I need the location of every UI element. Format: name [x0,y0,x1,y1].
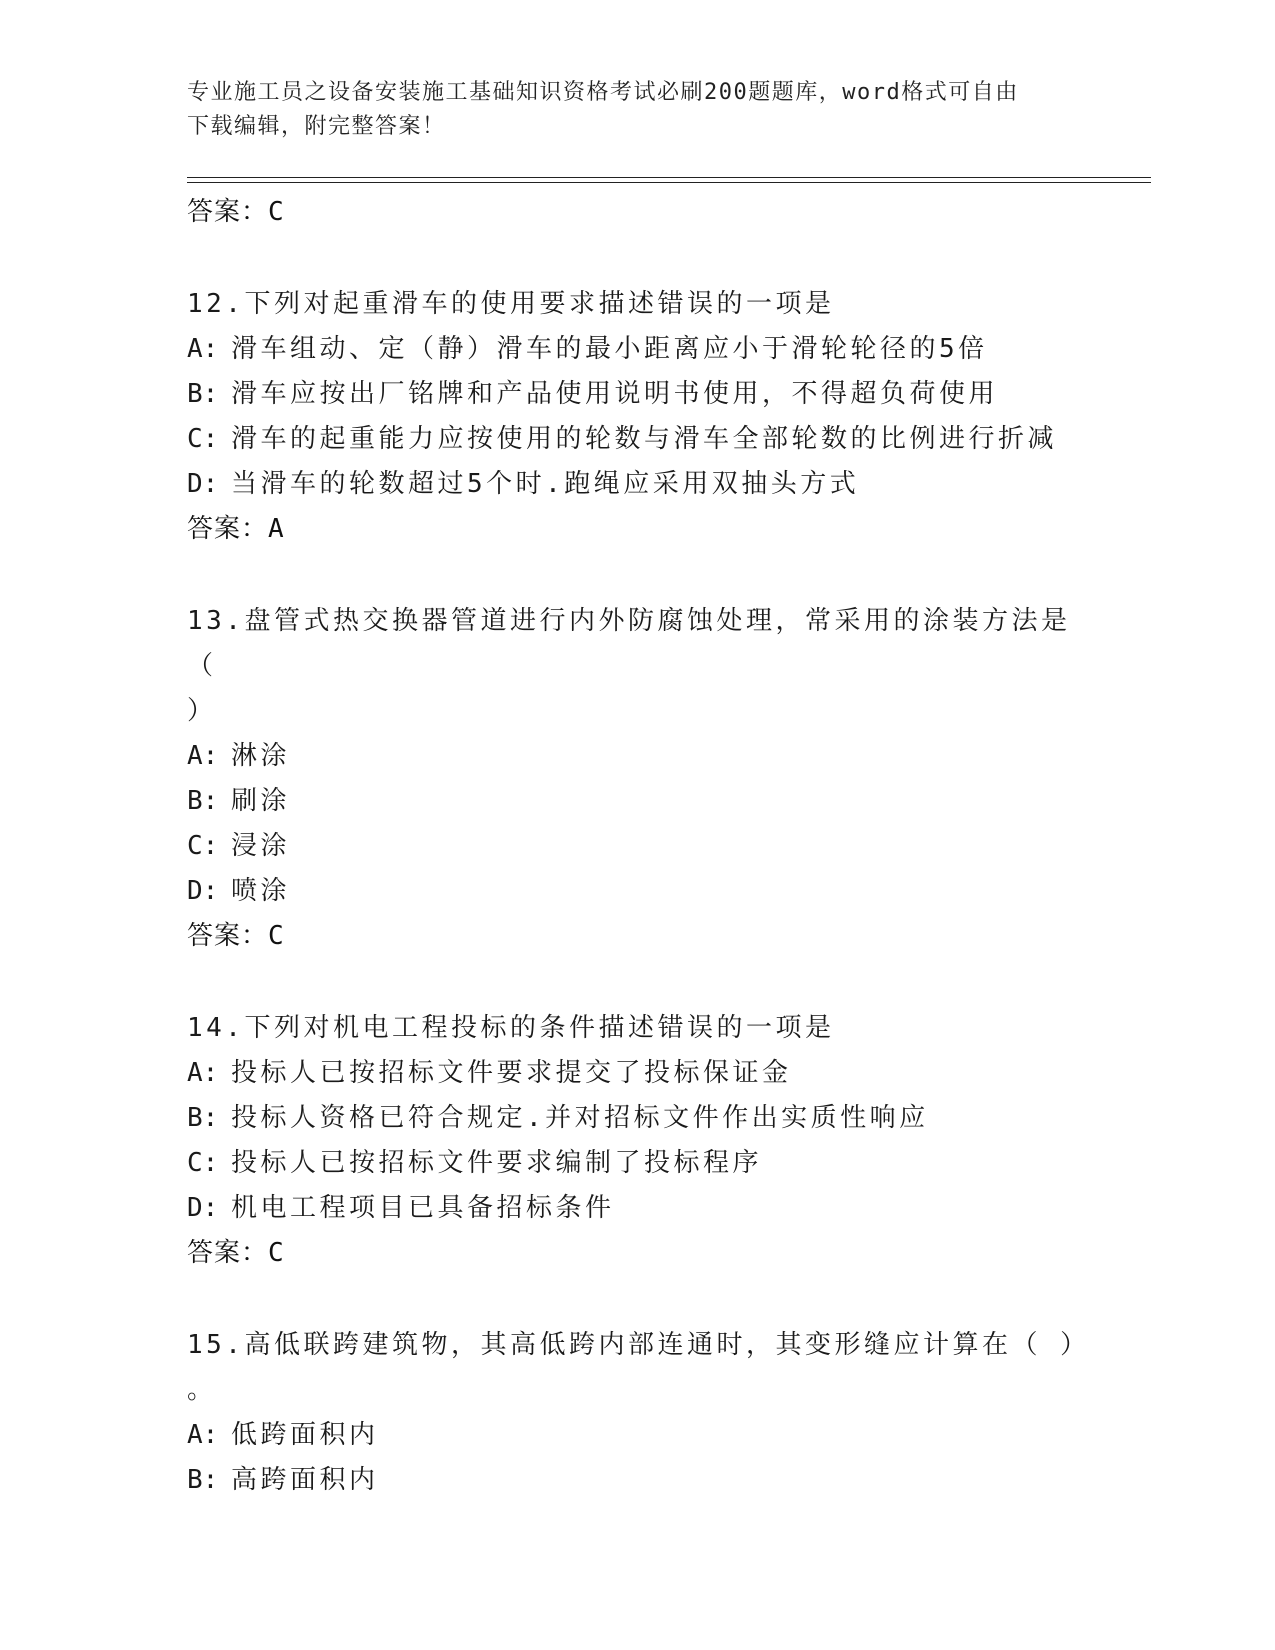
answer-option [187,1458,1087,1503]
question-stem-continuation: 。 [187,1375,214,1405]
option-letter: B: [187,786,219,816]
answer-option [187,779,1087,824]
option-text: 浸涂 [231,831,291,861]
option-text: 投标人已按招标文件要求提交了投标保证金 [231,1058,792,1088]
answer-value: C [268,1238,285,1268]
option-text: 机电工程项目已具备招标条件 [231,1193,615,1223]
answer-option [187,1413,1087,1458]
option-text: 淋涂 [231,741,291,771]
answer-option [187,734,1087,779]
option-letter: A: [187,1058,219,1088]
question-block [187,282,1087,552]
question-block [187,1323,1090,1503]
header-line-1: 专业施工员之设备安装施工基础知识资格考试必刷200题题库，word格式可自由 [187,80,1019,105]
answer-option [187,824,1087,869]
option-text: 低跨面积内 [231,1420,379,1450]
option-letter: C: [187,424,219,454]
header-line-2: 下载编辑，附完整答案！ [187,114,446,139]
answer-value: C [268,197,285,227]
answer-option [187,1096,1087,1141]
option-text: 投标人已按招标文件要求编制了投标程序 [231,1148,763,1178]
document-header [187,76,1087,144]
question-stem: 13.盘管式热交换器管道进行内外防腐蚀处理，常采用的涂装方法是（ [187,606,1071,681]
answer-line [187,190,1087,235]
option-text: 投标人资格已符合规定.并对招标文件作出实质性响应 [231,1103,929,1133]
option-text: 当滑车的轮数超过5个时.跑绳应采用双抽头方式 [231,469,860,499]
answer-label: 答案： [187,514,269,544]
question-stem-continuation: ） [187,696,214,726]
answer-label: 答案： [187,1238,269,1268]
option-letter: D: [187,876,219,906]
answer-option [187,417,1087,462]
option-letter: D: [187,469,219,499]
option-letter: A: [187,1420,219,1450]
question-block [187,599,1087,959]
option-letter: B: [187,1465,219,1495]
answer-option [187,1051,1087,1096]
header-rule-top [187,177,1151,178]
question-stem: 14.下列对机电工程投标的条件描述错误的一项是 [187,1013,835,1043]
header-rule-bottom [187,182,1151,183]
question-list [187,282,1090,1503]
option-letter: C: [187,1148,219,1178]
option-letter: C: [187,831,219,861]
question-stem: 15.高低联跨建筑物，其高低跨内部连通时，其变形缝应计算在（ ） [187,1330,1090,1360]
answer-line [187,914,1087,959]
question-block [187,1006,1087,1276]
option-letter: D: [187,1193,219,1223]
answer-label: 答案： [187,921,269,951]
option-text: 滑车应按出厂铭牌和产品使用说明书使用，不得超负荷使用 [231,379,999,409]
document-body [187,190,1090,1503]
option-letter: B: [187,379,219,409]
option-text: 滑车组动、定（静）滑车的最小距离应小于滑轮轮径的5倍 [231,334,988,364]
option-text: 高跨面积内 [231,1465,379,1495]
answer-value: C [268,921,285,951]
option-text: 喷涂 [231,876,291,906]
answer-option [187,1186,1087,1231]
question-stem: 12.下列对起重滑车的使用要求描述错误的一项是 [187,289,835,319]
answer-option [187,327,1087,372]
answer-option [187,869,1087,914]
answer-option [187,1141,1087,1186]
option-text: 滑车的起重能力应按使用的轮数与滑车全部轮数的比例进行折减 [231,424,1058,454]
answer-label: 答案： [187,197,269,227]
answer-line [187,507,1087,552]
answer-line [187,1231,1087,1276]
option-text: 刷涂 [231,786,291,816]
option-letter: A: [187,741,219,771]
answer-value: A [268,514,285,544]
option-letter: A: [187,334,219,364]
answer-option [187,372,1087,417]
option-letter: B: [187,1103,219,1133]
answer-option [187,462,1087,507]
